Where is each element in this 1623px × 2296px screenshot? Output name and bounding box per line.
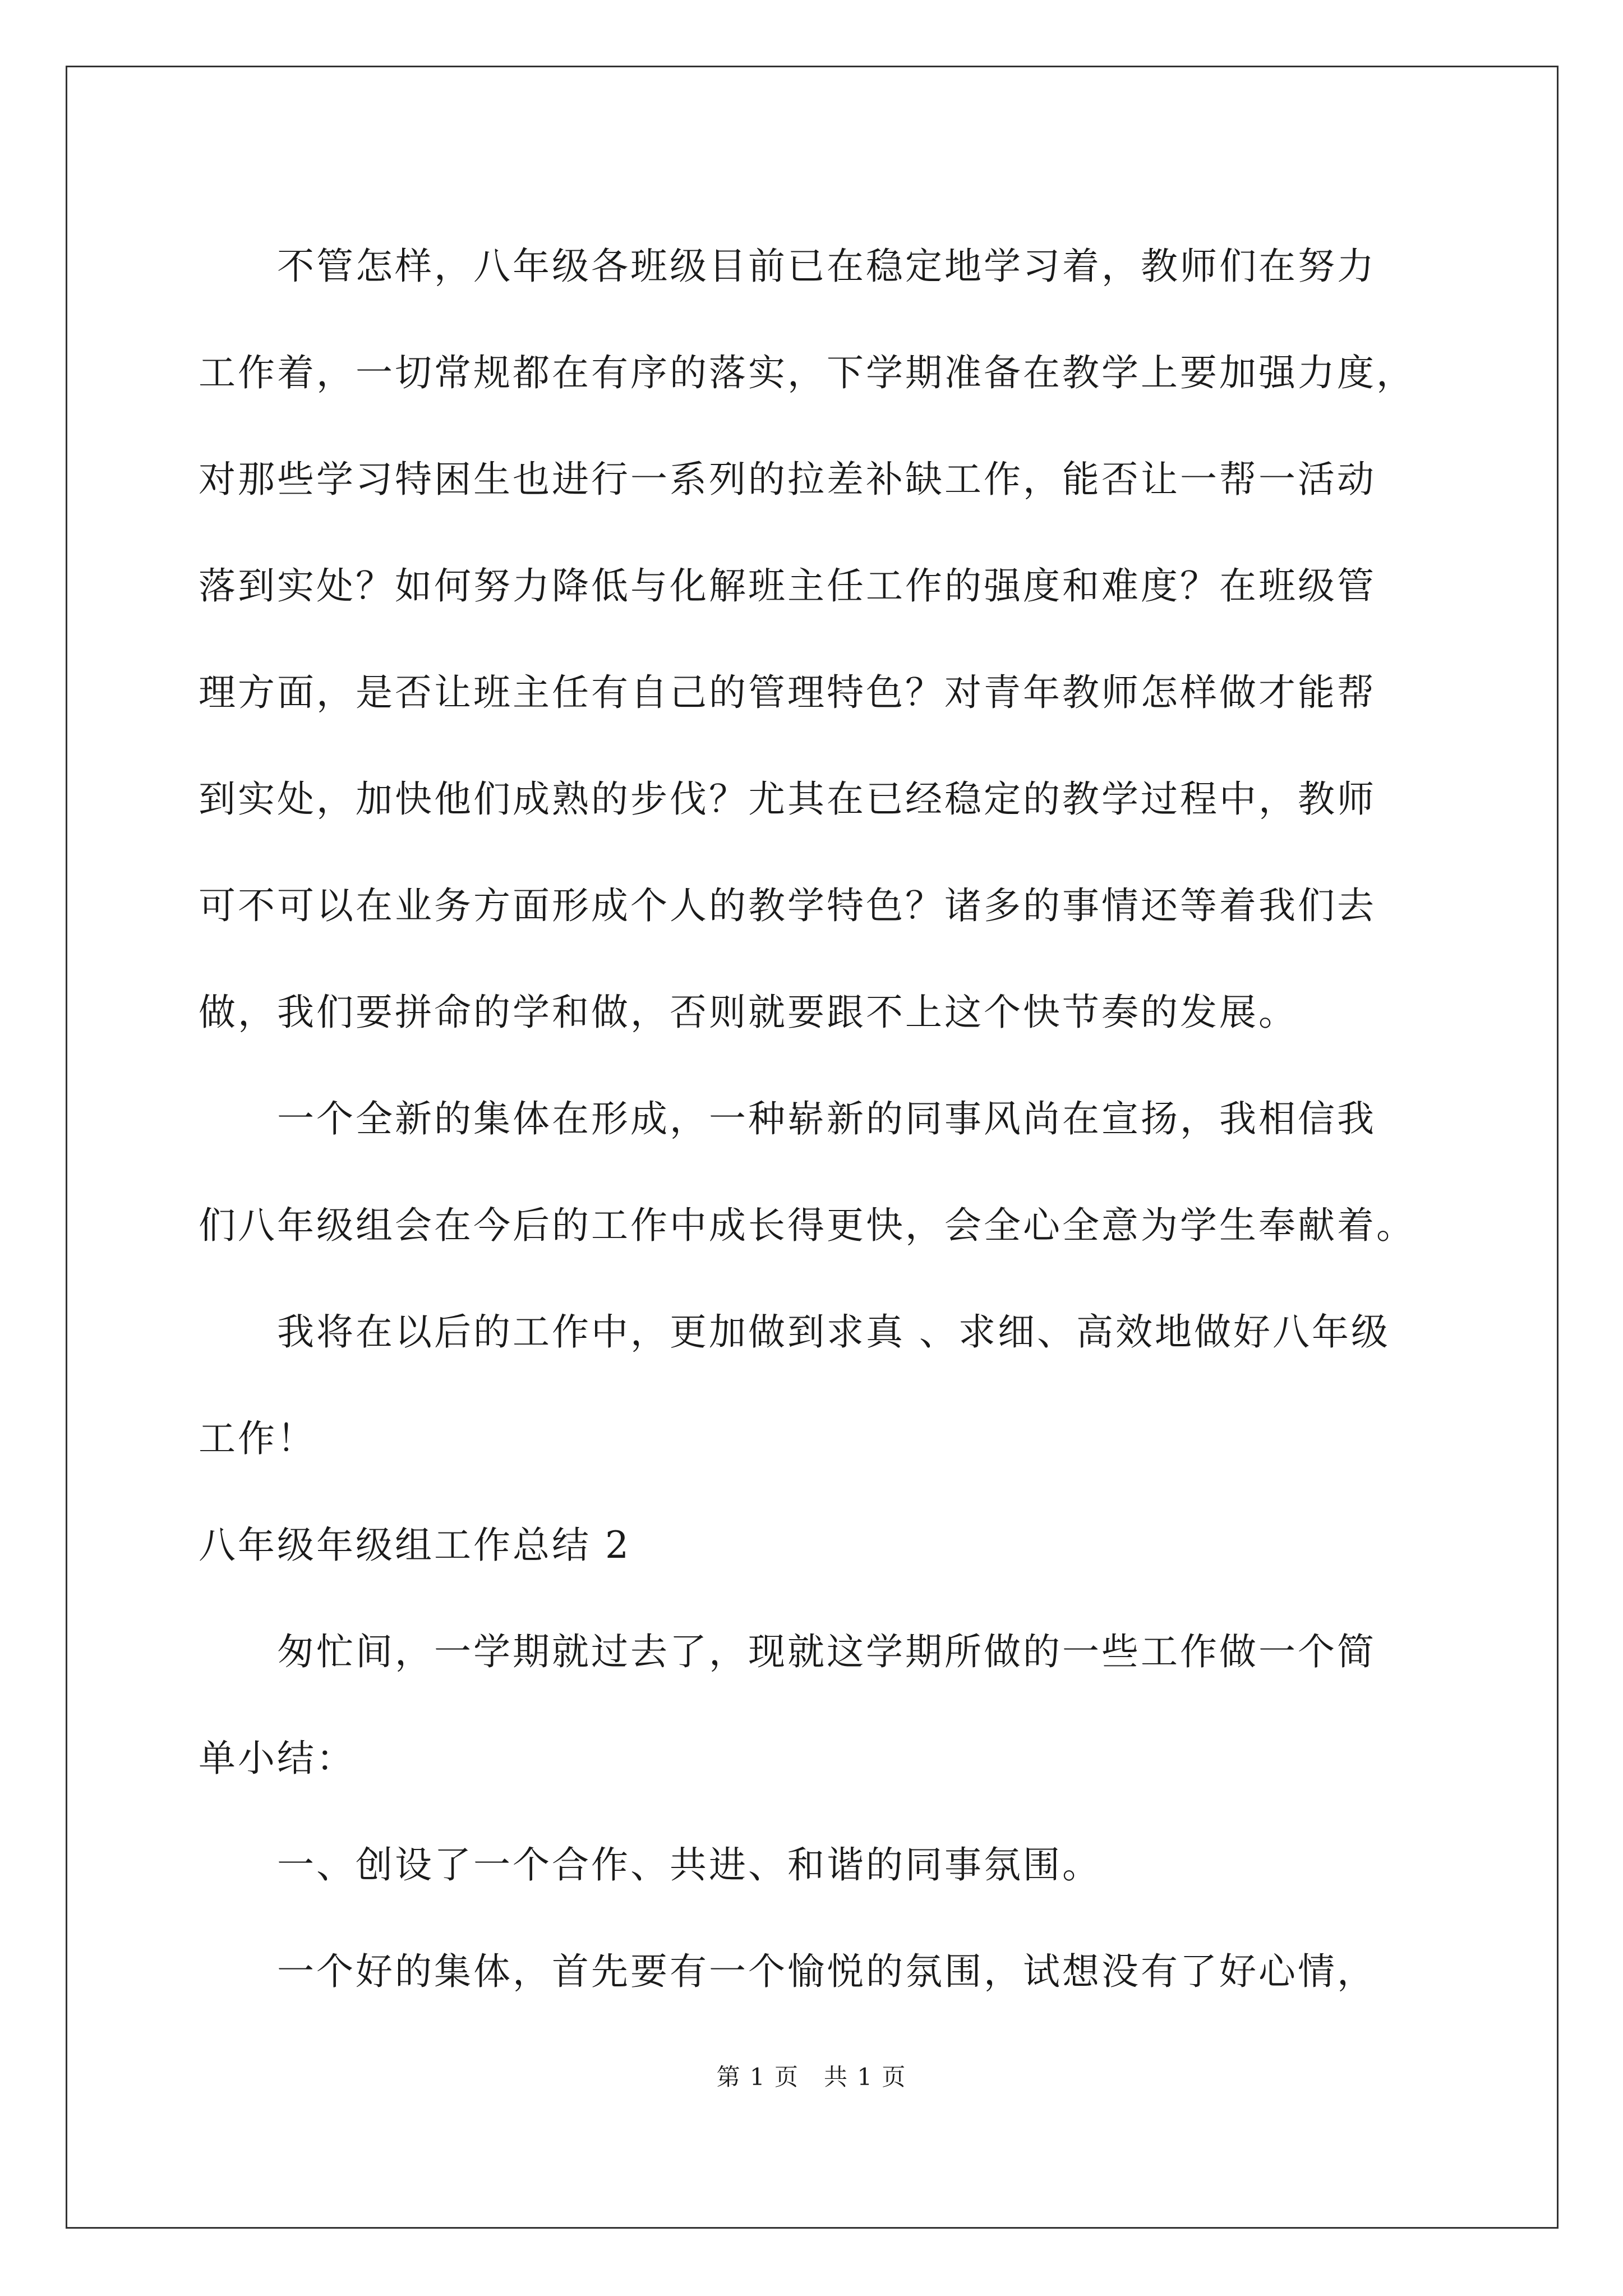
text-line: 一、创设了一个合作、共进、和谐的同事氛围。: [277, 1843, 1101, 1887]
text-line: 单小结：: [199, 1737, 356, 1780]
text-line: 一个全新的集体在形成，一种崭新的同事风尚在宣扬，我相信我: [277, 1097, 1376, 1140]
text-line: 理方面，是否让班主任有自己的管理特色？对青年教师怎样做才能帮: [199, 671, 1376, 714]
text-line: 匆忙间，一学期就过去了，现就这学期所做的一些工作做一个简: [277, 1630, 1376, 1673]
text-line: 到实处，加快他们成熟的步伐？尤其在已经稳定的教学过程中，教师: [199, 777, 1376, 821]
text-line: 落到实处？如何努力降低与化解班主任工作的强度和难度？在班级管: [199, 564, 1376, 608]
text-line: 一个好的集体，首先要有一个愉悦的氛围，试想没有了好心情，: [277, 1950, 1376, 1993]
section-heading: 八年级年级组工作总结 2: [199, 1524, 631, 1567]
text-line: 对那些学习特困生也进行一系列的拉差补缺工作，能否让一帮一活动: [199, 458, 1376, 501]
text-line: 工作着，一切常规都在有序的落实，下学期准备在教学上要加强力度，: [199, 351, 1415, 394]
text-line: 们八年级组会在今后的工作中成长得更快，会全心全意为学生奉献着。: [199, 1204, 1415, 1247]
page-footer: 第 1 页 共 1 页: [716, 2063, 907, 2091]
text-line: 可不可以在业务方面形成个人的教学特色？诸多的事情还等着我们去: [199, 884, 1376, 927]
document-body: [199, 213, 1432, 2025]
text-line: 工作！: [199, 1417, 316, 1460]
text-line: 做，我们要拼命的学和做，否则就要跟不上这个快节奏的发展。: [199, 991, 1298, 1034]
text-line: 我将在以后的工作中，更加做到求真 、求细、高效地做好八年级: [277, 1310, 1390, 1354]
text-line: 不管怎样，八年级各班级目前已在稳定地学习着，教师们在努力: [277, 245, 1376, 288]
